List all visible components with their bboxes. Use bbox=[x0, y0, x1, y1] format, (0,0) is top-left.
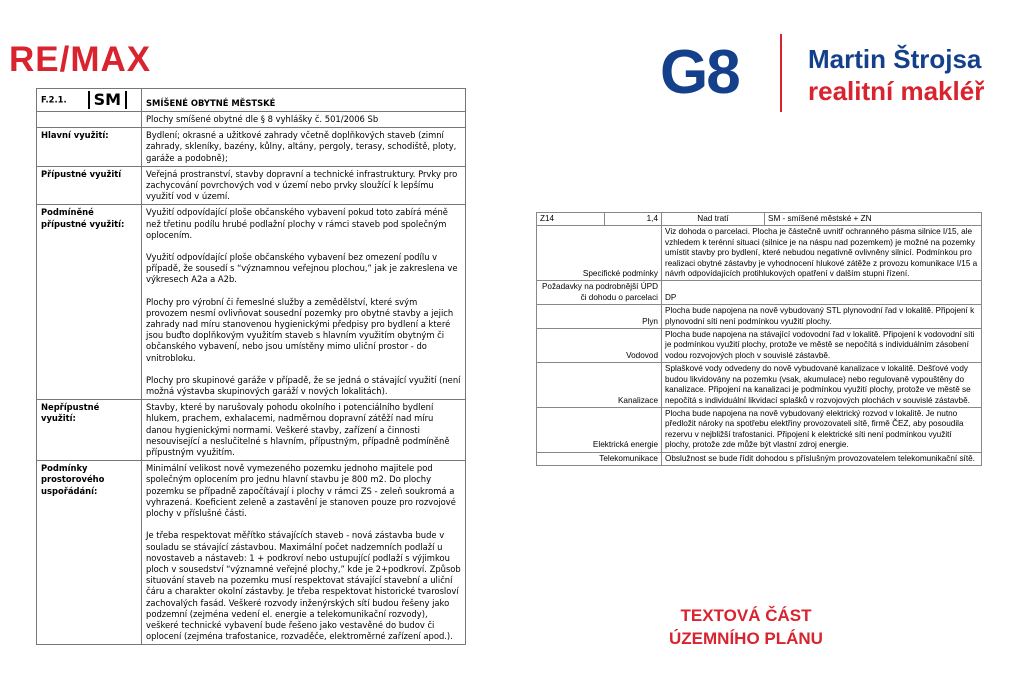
condition-text: Obslužnost se bude řídit dohodou s příslušným provozovatelem telekomunikační sítě. bbox=[662, 452, 982, 465]
condition-row bbox=[537, 363, 982, 408]
plot-id: Z14 bbox=[537, 213, 605, 226]
condition-label: Požadavky na podrobnější ÚPD či dohodu o parcelaci bbox=[537, 281, 662, 305]
zoning-table bbox=[36, 88, 466, 645]
agent-name: Martin Štrojsa bbox=[808, 44, 982, 74]
condition-row bbox=[537, 226, 982, 281]
condition-text: Plocha bude napojena na nově vybudovaný elektrický rozvod v lokalitě. Je nutno předložit nároky na spotřebu elektřiny provozovateli sítě, firmě ČEZ, aby posoudila rezervu v nejbližší trafostanici. Připojení k elektrické síti není podmínkou využití plochy, protože zde může být vlastní zdroj energie. bbox=[662, 407, 982, 452]
zoning-title: SMÍŠENÉ OBYTNÉ MĚSTSKÉ bbox=[146, 97, 276, 108]
condition-label: Vodovod bbox=[537, 329, 662, 363]
zoning-row-text bbox=[142, 128, 466, 167]
condition-text: Splaškové vody odvedeny do nově vybudované kanalizace v lokalitě. Dešťové vody budou likvidovány na pozemku (vsak, akumulace) nebo regulovaně vypouštěny do kanalizace. Připojení na kanalizaci je podmínkou využití plochy, protože ve městě se nepočítá s individuální likvidací splašků v rozvojových plochách v souvislé zástavbě. bbox=[662, 363, 982, 408]
zoning-paragraph: Veřejná prostranství, stavby dopravní a technické infrastruktury. Prvky pro zachycování povrchových vod v území nebo prvky sloužící k lepšímu využití vod v území. bbox=[146, 168, 458, 202]
remax-logo bbox=[9, 42, 151, 78]
zoning-row-text bbox=[142, 205, 466, 400]
zoning-row bbox=[37, 461, 466, 645]
document-section-title bbox=[646, 604, 846, 650]
zoning-paragraph: Minimální velikost nově vymezeného pozemku jednoho majitele pod společným oplocením pro jednu hlavní stavbu je 800 m2. Do plochy pozemku se případně započítávají i plochy v rámci ZS - zeleň soukromá a vyhrazená. Koeficient zeleně a zastavění je stanoven pouze pro rozvojové plochy v příslušné části. bbox=[146, 463, 456, 519]
condition-text: Plocha bude napojena na nově vybudovaný STL plynovodní řad v lokalitě. Připojení k plynovodní síti není podmínkou využití plochy. bbox=[662, 305, 982, 329]
zoning-row-text bbox=[142, 400, 466, 461]
zoning-subtitle-row bbox=[37, 112, 466, 128]
condition-label: Telekomunikace bbox=[537, 452, 662, 465]
zoning-row-label: Podmíněné přípustné využití: bbox=[37, 205, 142, 400]
zoning-paragraph: Využití odpovídající ploše občanského vybavení bez omezení podílu v případě, že sousedí s “významnou veřejnou plochou,” jak je zakreslena ve výkresech A2a a A2b. bbox=[146, 252, 458, 285]
agent-role: realitní makléř bbox=[808, 76, 985, 106]
condition-row bbox=[537, 452, 982, 465]
zoning-paragraph: Bydlení; okrasné a užitkové zahrady včetně doplňkových staveb (zimní zahrady, skleníky, bazény, kůlny, altány, pergoly, terasy, schodiště, ploty, garáže a podobně); bbox=[146, 130, 457, 163]
condition-label: Specifické podmínky bbox=[537, 226, 662, 281]
zoning-row-label: Přípustné využití bbox=[37, 166, 142, 205]
zoning-code: F.2.1. bbox=[41, 94, 67, 105]
zoning-row-label: Hlavní využití: bbox=[37, 128, 142, 167]
section-title-line-1: TEXTOVÁ ČÁST bbox=[680, 606, 812, 625]
zoning-paragraph: Plochy pro výrobní či řemeslné služby a zemědělství, které svým provozem nesmí ovlivňovat sousední pozemky pro obytné stavby a jejich zahrady nad míru stanovenou hygienickými předpisy pro bydlení a které jsou buďto doplňkovým využitím staveb s hlavním využitím obytným či občanského vybavení, nebo jsou umístěny mimo uliční prostor - do vnitrobloku. bbox=[146, 296, 454, 363]
condition-text: Plocha bude napojena na stávající vodovodní řad v lokalitě. Připojení k vodovodní síti je podmínkou využití plochy, protože ve městě se nepočítá s individuálním zásobení vodou rozvojových ploch v souvislé zástavbě. bbox=[662, 329, 982, 363]
section-title-line-2: ÚZEMNÍHO PLÁNU bbox=[669, 629, 823, 648]
zoning-paragraph: Stavby, které by narušovaly pohodu okolního i potenciálního bydlení hlukem, prachem, exhalacemi, nadměrnou dopravní zátěží nad míru danou hygienickými normami. Veškeré stavby, zařízení a činnosti nesouvisející a neslučitelné s hlavním, přípustným, případně podmíněně přípustným využitím. bbox=[146, 402, 450, 458]
condition-row bbox=[537, 305, 982, 329]
condition-label: Kanalizace bbox=[537, 363, 662, 408]
zoning-subtitle: Plochy smíšené obytné dle § 8 vyhlášky č. 501/2006 Sb bbox=[142, 112, 466, 128]
logo-divider bbox=[780, 34, 782, 112]
zoning-row bbox=[37, 205, 466, 400]
zoning-code-cell bbox=[37, 89, 142, 112]
zoning-row-text bbox=[142, 166, 466, 205]
zoning-row bbox=[37, 400, 466, 461]
zoning-paragraph: Využití odpovídající ploše občanského vybavení pokud toto zabírá méně než třetinu podílu hrubé podlažní plochy v rámci staveb pod společným oplocením. bbox=[146, 207, 448, 240]
condition-text: Viz dohoda o parcelaci. Plocha je částečně uvnitř ochranného pásma silnice I/15, ale vzhledem k terénní situaci (silnice je na náspu nad pozemkem) je možné na pozemky umístit stavby pro bydlení, které nebudou negativně ovlivněny silnicí. Podmínkou pro realizaci obytné zástavby je vyhodnocení hlukové zátěže z provozu komunikace I/15 a návrh odpovídajících protihlukových opatření v dalším stupni řízení. bbox=[662, 226, 982, 281]
condition-text: DP bbox=[662, 281, 982, 305]
plot-zone: SM - smíšené městské + ZN bbox=[765, 213, 982, 226]
condition-label: Plyn bbox=[537, 305, 662, 329]
zoning-title-cell bbox=[142, 89, 466, 112]
remax-logo-text: RE/MAX bbox=[9, 40, 152, 79]
plot-area: 1,4 bbox=[604, 213, 661, 226]
plot-header-row bbox=[537, 213, 982, 226]
zoning-paragraph: Plochy pro skupinové garáže v případě, že se jedná o stávající využití (není možná výstavba skupinových garáží v nových lokalitách). bbox=[146, 374, 461, 397]
plot-locality: Nad tratí bbox=[662, 213, 765, 226]
zoning-empty-cell bbox=[37, 112, 142, 128]
condition-row bbox=[537, 329, 982, 363]
condition-row bbox=[537, 281, 982, 305]
condition-label: Elektrická energie bbox=[537, 407, 662, 452]
zoning-row-label: Podmínky prostorového uspořádání: bbox=[37, 461, 142, 645]
zoning-paragraph: Je třeba respektovat měřítko stávajících staveb - nová zástavba bude v souladu se stávající zástavbou. Maximální počet nadzemních podlaží u novostaveb a nástaveb: 1 + podkroví nebo ustupující podlaží s výjimkou ploch v sousedství “významné veřejné plochy,” kde je 2+podkroví. Způsob situování staveb na pozemku musí respektovat stávající stavební a uliční čáru a charakter okolní zástavby. Je třeba respektovat historické tvarosloví zachovalých fasád. Veškeré rozvody inženýrských sítí budou řešeny jako podzemní (zejména vedení el. energie a telekomunikační rozvody), veškeré technické vybavení bude řešeno jako vestavěné do budov či oplocení (zejména trafostanice, rozvaděče, elektroměrné zařízení apod.). bbox=[146, 530, 461, 642]
zoning-abbr: SM bbox=[88, 91, 127, 109]
zoning-row bbox=[37, 166, 466, 205]
g8-logo: G8 bbox=[660, 38, 739, 107]
plot-conditions-table bbox=[536, 212, 982, 466]
condition-row bbox=[537, 407, 982, 452]
zoning-header-row bbox=[37, 89, 466, 112]
zoning-row-label: Nepřípustné využití: bbox=[37, 400, 142, 461]
zoning-row-text bbox=[142, 461, 466, 645]
zoning-row bbox=[37, 128, 466, 167]
